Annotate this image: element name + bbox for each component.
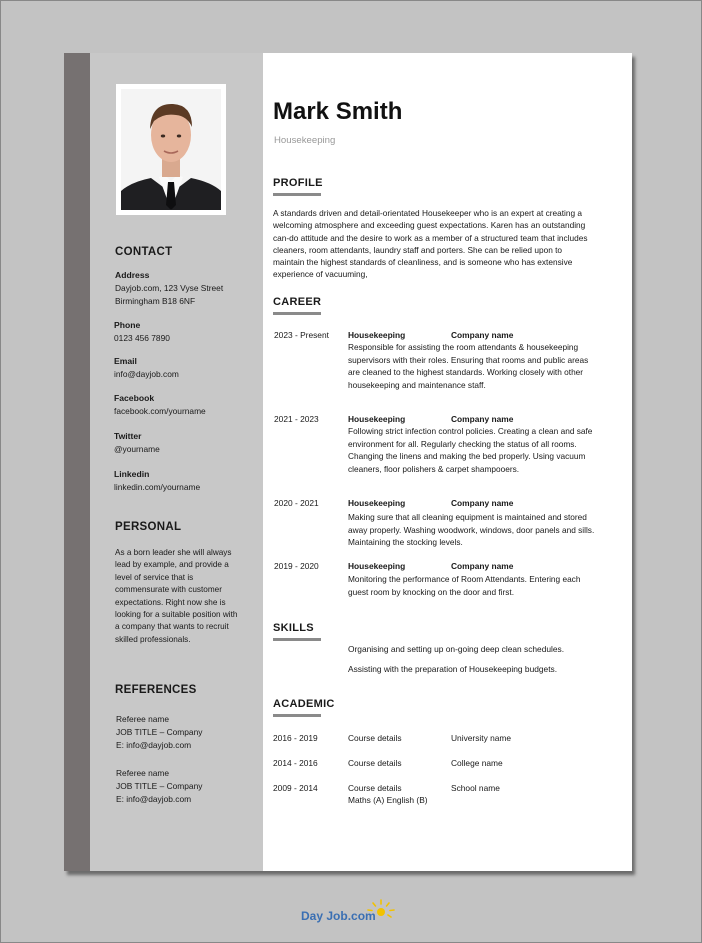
career-description: Responsible for assisting the room attendants & housekeeping supervisors with their roles. Ensuring that rooms and public areas are cleaned to the highest standards. Working closely with other housekeeping and maintenance staff. (348, 342, 589, 390)
career-company: Company name (451, 561, 514, 571)
academic-course: Course details (348, 733, 402, 743)
sun-icon (363, 897, 399, 923)
facebook-label: Facebook (114, 393, 155, 403)
career-description: Monitoring the performance of Room Attendants. Entering each guest room by knocking on the door and first. (348, 574, 581, 597)
career-heading: CAREER (273, 296, 322, 308)
phone-value: 0123 456 7890 (114, 333, 170, 343)
address-label: Address (115, 270, 150, 280)
career-company: Company name (451, 330, 514, 340)
career-job-title: Housekeeping (348, 561, 406, 571)
logo-word-com: .com (347, 909, 376, 923)
dayjob-logo[interactable] (301, 897, 401, 927)
facebook-value: facebook.com/yourname (114, 406, 206, 416)
skill-item: Organising and setting up on-going deep clean schedules. (348, 644, 565, 654)
section-divider (273, 312, 321, 315)
profile-heading: PROFILE (273, 177, 323, 189)
career-job-title: Housekeeping (348, 414, 406, 424)
address-line1: Dayjob.com, 123 Vyse Street (115, 283, 224, 293)
academic-dates: 2014 - 2016 (273, 758, 318, 768)
referee-email: E: info@dayjob.com (116, 794, 192, 804)
candidate-role: Housekeeping (274, 135, 336, 146)
skill-item: Assisting with the preparation of Housekeeping budgets. (348, 664, 558, 674)
career-job-title: Housekeeping (348, 498, 406, 508)
career-dates: 2021 - 2023 (274, 414, 319, 424)
referee-name: Referee name (116, 714, 170, 724)
career-dates: 2019 - 2020 (274, 561, 319, 571)
career-company: Company name (451, 498, 514, 508)
logo-word-job: Job (326, 909, 348, 923)
skills-heading: SKILLS (273, 622, 314, 634)
referee-job-title: JOB TITLE – Company (116, 781, 203, 791)
email-label: Email (114, 356, 137, 366)
career-dates: 2020 - 2021 (274, 498, 319, 508)
section-divider (273, 638, 321, 641)
referee-name: Referee name (116, 768, 170, 778)
personal-text: As a born leader she will always lead by example, and provide a level of service that is commensurate with customer expectations. Right now she is looking for a suitable position with a company that wants to recruit skilled professionals. (115, 548, 238, 644)
academic-institution: University name (451, 733, 512, 743)
academic-course: Course details (348, 783, 402, 793)
career-description: Making sure that all cleaning equipment is maintained and stored away properly. Washing woodwork, windows, door panels and sills. Maintaining the stocking levels. (348, 512, 595, 548)
section-divider (273, 714, 321, 717)
academic-heading: ACADEMIC (273, 698, 335, 710)
section-divider (273, 193, 321, 196)
academic-dates: 2009 - 2014 (273, 783, 318, 793)
career-job-title: Housekeeping (348, 330, 406, 340)
left-accent-stripe (64, 53, 90, 871)
academic-dates: 2016 - 2019 (273, 733, 318, 743)
referee-email: E: info@dayjob.com (116, 740, 192, 750)
referee-job-title: JOB TITLE – Company (116, 727, 203, 737)
contact-heading: CONTACT (115, 246, 173, 258)
career-description: Following strict infection control policies. Creating a clean and safe environment for all. Regularly checking the status of all rooms. Changing the linens and making the bed properly. Using vacuum cleaners, floor polishers & carpet shampooers. (348, 426, 593, 474)
career-dates: 2023 - Present (274, 330, 329, 340)
career-company: Company name (451, 414, 514, 424)
cv-page (64, 53, 632, 871)
academic-course: Course details (348, 758, 402, 768)
email-value: info@dayjob.com (114, 369, 179, 379)
linkedin-value: linkedin.com/yourname (114, 482, 201, 492)
twitter-label: Twitter (114, 431, 142, 441)
profile-photo (116, 84, 226, 215)
twitter-value: @yourname (114, 444, 160, 454)
academic-grades: Maths (A) English (B) (348, 795, 428, 805)
profile-text: A standards driven and detail-orientated Housekeeper who is an expert at creating a welcoming atmosphere and exceeding guest expectations. Karen has an outstanding can-do attitude and the desire to work as a member of a structured team that includes cleaners, room attendants, laundry staff and porters. She can be relied upon to maintain the highest standards of cleanliness, and is someone who has extensive experience of vacuuming, (273, 208, 588, 280)
personal-heading: PERSONAL (115, 521, 182, 533)
linkedin-label: Linkedin (114, 469, 150, 479)
logo-word-day: Day (301, 909, 324, 923)
person-portrait-image (121, 89, 221, 210)
phone-label: Phone (114, 320, 141, 330)
academic-institution: College name (451, 758, 503, 768)
academic-institution: School name (451, 783, 500, 793)
candidate-name: Mark Smith (273, 98, 403, 125)
references-heading: REFERENCES (115, 684, 197, 696)
address-line2: Birmingham B18 6NF (115, 296, 196, 306)
